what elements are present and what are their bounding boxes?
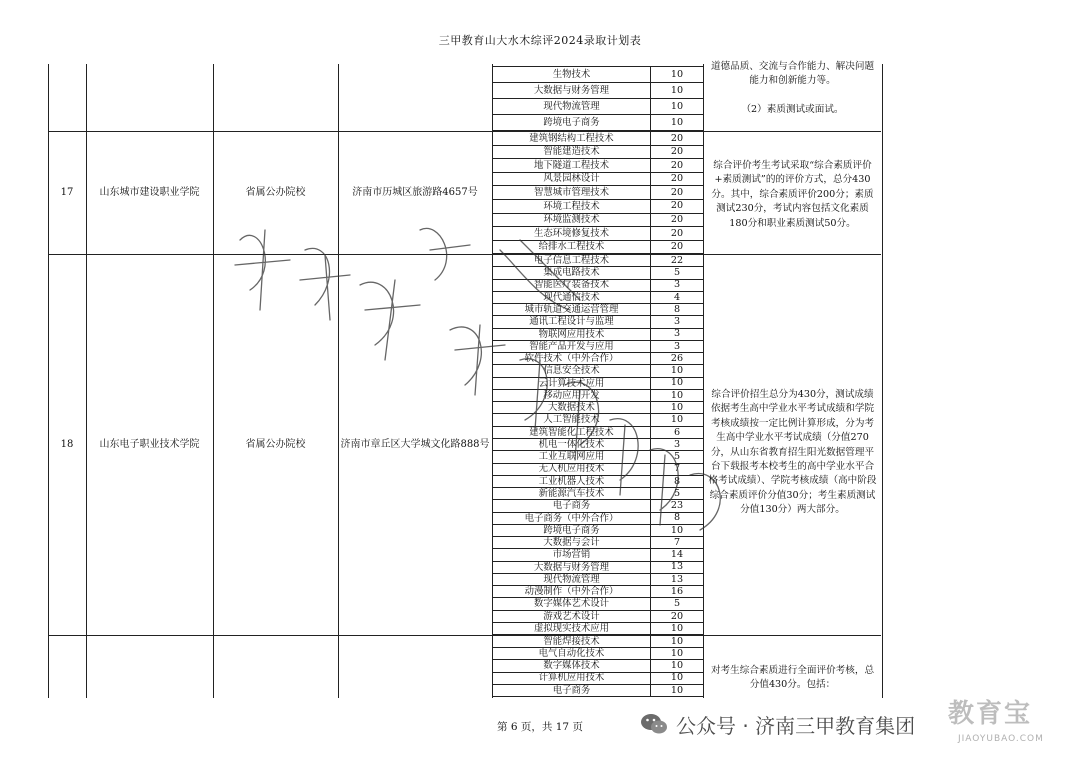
major-quota: 23 [651, 500, 704, 512]
page-footer: 第 6 页，共 17 页 [497, 721, 583, 733]
table-row [493, 67, 704, 83]
major-quota: 3 [651, 328, 704, 340]
table-row [493, 438, 704, 450]
major-quota: 20 [651, 172, 704, 186]
major-quota: 13 [651, 573, 704, 585]
table-row [493, 463, 704, 475]
document-title: 三甲教育山大水木综评2024录取计划表 [438, 34, 642, 47]
major-name: 智能医疗装备技术 [493, 279, 651, 291]
table-row [493, 255, 704, 267]
major-name: 现代物流管理 [493, 99, 651, 115]
school-17-address: 济南市历城区旅游路4657号 [352, 186, 478, 198]
table-row [493, 648, 704, 660]
major-name: 动漫制作（中外合作） [493, 586, 651, 598]
major-quota: 5 [651, 598, 704, 610]
table-row [493, 213, 704, 227]
major-name: 工业互联网应用 [493, 451, 651, 463]
major-name: 智能建造技术 [493, 145, 651, 159]
major-name: 现代物流管理 [493, 573, 651, 585]
majors-table-bottom [492, 635, 704, 697]
major-quota: 20 [651, 240, 704, 254]
major-quota: 26 [651, 353, 704, 365]
major-quota: 10 [651, 115, 704, 131]
major-quota: 3 [651, 279, 704, 291]
major-name: 跨境电子商务 [493, 115, 651, 131]
requirement-text: 道德品质、交流与合作能力、解决问题能力和创新能力等。 （2）素质测试或面试。 [710, 61, 875, 116]
major-quota: 10 [651, 524, 704, 536]
major-quota: 10 [651, 636, 704, 648]
major-name: 生态环境修复技术 [493, 227, 651, 241]
major-name: 游戏艺术设计 [493, 610, 651, 622]
major-quota: 10 [651, 67, 704, 83]
table-row [493, 636, 704, 648]
table-row [493, 524, 704, 536]
admission-requirement-bottom: 对考生综合素质进行全面评价考核，总分值430分。包括： [710, 665, 875, 691]
major-name: 电气自动化技术 [493, 648, 651, 660]
major-name: 建筑智能化工程技术 [493, 426, 651, 438]
table-row [493, 451, 704, 463]
table-row [493, 586, 704, 598]
table-row [493, 227, 704, 241]
table-row [493, 537, 704, 549]
major-name: 智能产品开发与应用 [493, 340, 651, 352]
major-quota: 20 [651, 132, 704, 146]
major-name: 云计算技术应用 [493, 377, 651, 389]
table-row [493, 512, 704, 524]
table-row [493, 115, 704, 131]
row-divider [48, 635, 881, 636]
major-quota: 5 [651, 267, 704, 279]
major-name: 软件技术（中外合作） [493, 353, 651, 365]
table-row [493, 159, 704, 173]
major-quota: 10 [651, 83, 704, 99]
school-17-type: 省属公办院校 [245, 186, 306, 198]
major-name: 智慧城市管理技术 [493, 186, 651, 200]
major-name: 环境监测技术 [493, 213, 651, 227]
major-quota: 6 [651, 426, 704, 438]
table-row [493, 240, 704, 254]
major-quota: 10 [651, 99, 704, 115]
table-row [493, 304, 704, 316]
table-row [493, 414, 704, 426]
major-name: 现代通信技术 [493, 291, 651, 303]
major-quota: 14 [651, 549, 704, 561]
wechat-account-label: 公众号 · 济南三甲教育集团 [676, 713, 916, 738]
major-name: 电子商务（中外合作） [493, 512, 651, 524]
major-quota: 10 [651, 402, 704, 414]
major-name: 生物技术 [493, 67, 651, 83]
major-name: 机电一体化技术 [493, 438, 651, 450]
table-row [493, 610, 704, 622]
table-row [493, 402, 704, 414]
table-row [493, 83, 704, 99]
major-quota: 20 [651, 199, 704, 213]
table-row [493, 353, 704, 365]
table-row [493, 132, 704, 146]
major-quota: 8 [651, 512, 704, 524]
major-name: 市场营销 [493, 549, 651, 561]
major-name: 地下隧道工程技术 [493, 159, 651, 173]
major-name: 风景园林设计 [493, 172, 651, 186]
major-quota: 20 [651, 159, 704, 173]
table-row [493, 549, 704, 561]
major-quota: 7 [651, 537, 704, 549]
table-row [493, 377, 704, 389]
major-quota: 10 [651, 377, 704, 389]
major-quota: 10 [651, 389, 704, 401]
major-name: 数字媒体艺术设计 [493, 598, 651, 610]
major-quota: 3 [651, 316, 704, 328]
table-row [493, 365, 704, 377]
major-name: 大数据与财务管理 [493, 561, 651, 573]
majors-table-top [492, 66, 704, 131]
school-18-index: 18 [60, 438, 74, 450]
major-name: 环境工程技术 [493, 199, 651, 213]
admission-requirement-17: 综合评价考生考试采取“综合素质评价+素质测试”的的评价方式，总分430分。其中，综合素质评价200分；素质测试230分，考试内容包括文化素质180分和职业素质测试50分。 [711, 160, 874, 229]
table-row [493, 99, 704, 115]
major-quota: 20 [651, 227, 704, 241]
table-row [493, 291, 704, 303]
major-quota: 8 [651, 304, 704, 316]
table-row [493, 328, 704, 340]
table-row [493, 267, 704, 279]
majors-table-17 [492, 131, 704, 254]
major-name: 建筑钢结构工程技术 [493, 132, 651, 146]
school-17-index: 17 [60, 186, 74, 198]
major-name: 电子信息工程技术 [493, 255, 651, 267]
major-name: 集成电路技术 [493, 267, 651, 279]
major-name: 信息安全技术 [493, 365, 651, 377]
major-name: 电子商务 [493, 684, 651, 696]
major-name: 虚拟现实技术应用 [493, 622, 651, 634]
major-name: 跨境电子商务 [493, 524, 651, 536]
major-quota: 16 [651, 586, 704, 598]
major-name: 物联网应用技术 [493, 328, 651, 340]
major-quota: 4 [651, 291, 704, 303]
wechat-icon [640, 712, 668, 736]
major-name: 电子商务 [493, 500, 651, 512]
table-row [493, 199, 704, 213]
major-quota: 8 [651, 475, 704, 487]
table-row [493, 573, 704, 585]
school-18-address: 济南市章丘区大学城文化路888号 [340, 438, 490, 450]
major-quota: 20 [651, 610, 704, 622]
major-quota: 5 [651, 488, 704, 500]
major-quota: 10 [651, 648, 704, 660]
table-row [493, 684, 704, 696]
major-name: 移动应用开发 [493, 389, 651, 401]
major-name: 无人机应用技术 [493, 463, 651, 475]
major-name: 新能源汽车技术 [493, 488, 651, 500]
table-row [493, 316, 704, 328]
major-name: 人工智能技术 [493, 414, 651, 426]
major-quota: 10 [651, 365, 704, 377]
major-quota: 3 [651, 340, 704, 352]
major-quota: 5 [651, 451, 704, 463]
table-row [493, 488, 704, 500]
major-name: 数字媒体技术 [493, 660, 651, 672]
admission-requirement-top [704, 60, 881, 118]
major-quota: 20 [651, 213, 704, 227]
table-row [493, 475, 704, 487]
major-quota: 3 [651, 438, 704, 450]
majors-table-18 [492, 254, 704, 635]
major-name: 城市轨道交通运营管理 [493, 304, 651, 316]
major-name: 给排水工程技术 [493, 240, 651, 254]
table-row [493, 340, 704, 352]
major-quota: 10 [651, 672, 704, 684]
major-quota: 20 [651, 145, 704, 159]
major-quota: 10 [651, 622, 704, 634]
major-quota: 20 [651, 186, 704, 200]
table-row [493, 279, 704, 291]
table-row [493, 672, 704, 684]
major-name: 大数据与会计 [493, 537, 651, 549]
major-quota: 10 [651, 684, 704, 696]
major-name: 通讯工程设计与监理 [493, 316, 651, 328]
major-quota: 22 [651, 255, 704, 267]
table-row [493, 598, 704, 610]
admission-requirement-18: 综合评价招生总分为430分，测试成绩依据考生高中学业水平考试成绩和学院考核成绩按一定比例计算形成，分为考生高中学业水平考试成绩（分值270分，从山东省教育招生阳光数据管理平台下载报考本校考生的高中学业水平合格考试成绩）、学院考核成绩（高中阶段综合素质评价分值30分；考生素质测试分值130分）两大部分。 [708, 389, 877, 516]
major-name: 智能焊接技术 [493, 636, 651, 648]
table-row [493, 561, 704, 573]
school-18-type: 省属公办院校 [245, 438, 306, 450]
table-row [493, 389, 704, 401]
table-row [493, 186, 704, 200]
major-name: 计算机应用技术 [493, 672, 651, 684]
table-row [493, 172, 704, 186]
school-17-name: 山东城市建设职业学院 [99, 186, 200, 198]
school-18-name: 山东电子职业技术学院 [99, 438, 200, 450]
major-name: 工业机器人技术 [493, 475, 651, 487]
table-row [493, 660, 704, 672]
site-logo: 教育宝 [948, 699, 1033, 729]
major-name: 大数据与财务管理 [493, 83, 651, 99]
major-name: 大数据技术 [493, 402, 651, 414]
table-row [493, 426, 704, 438]
table-row [493, 500, 704, 512]
major-quota: 10 [651, 414, 704, 426]
site-url: JIAOYUBAO.COM [958, 734, 1044, 744]
major-quota: 7 [651, 463, 704, 475]
major-quota: 10 [651, 660, 704, 672]
major-quota: 13 [651, 561, 704, 573]
table-row [493, 145, 704, 159]
table-row [493, 622, 704, 634]
